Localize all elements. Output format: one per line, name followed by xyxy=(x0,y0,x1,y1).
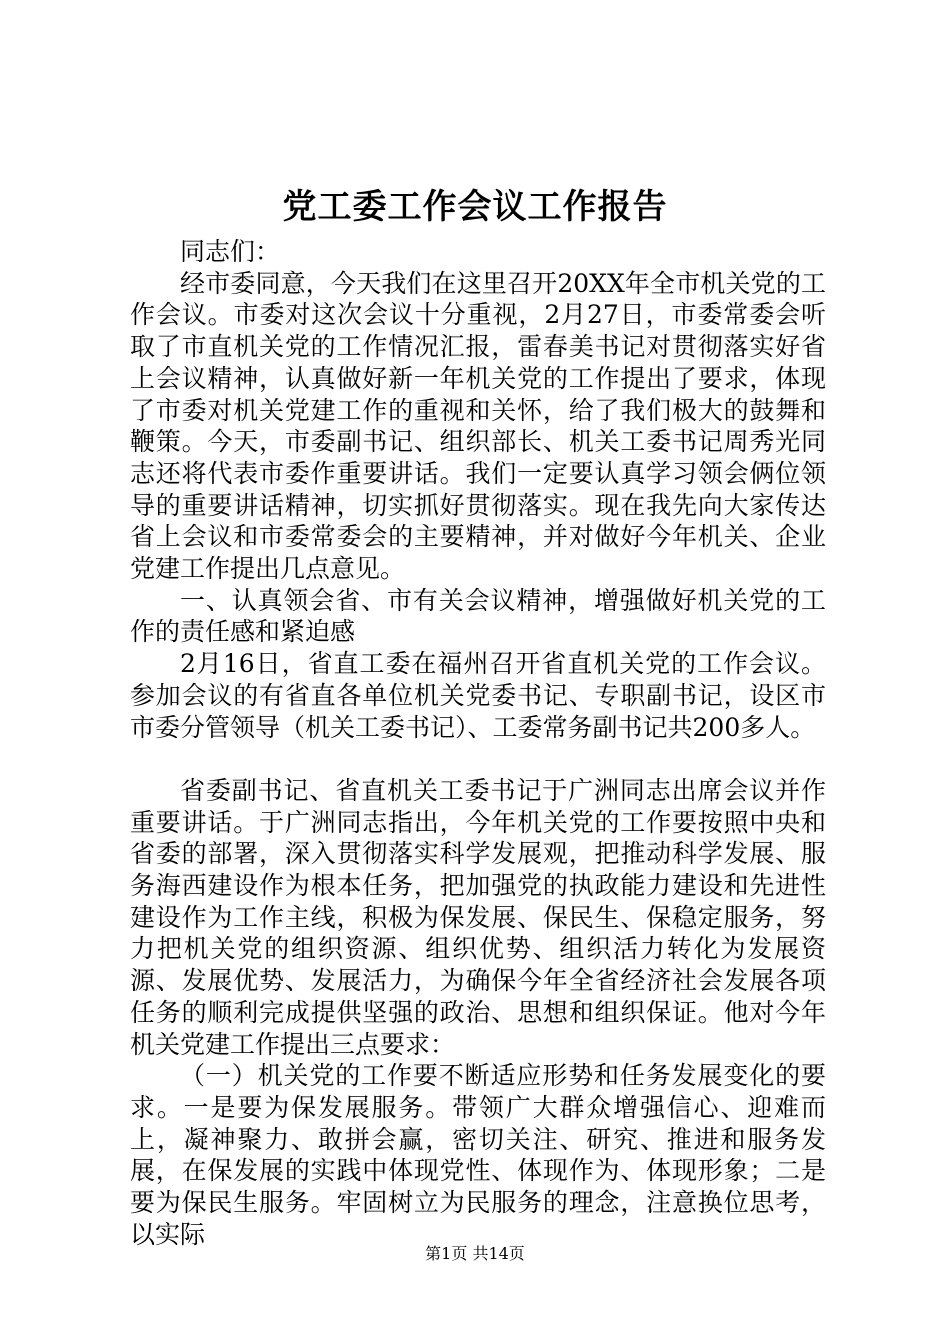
paragraph-requirement-1: （一）机关党的工作要不断适应形势和任务发展变化的要求。一是要为保发展服务。带领广大群众增强信心、迎难而上，凝神聚力、敢拼会赢，密切关注、研究、推进和服务发展，在保发展的实践中体现党性、体现作为、体现形象；二是要为保民生服务。牢固树立为民服务的理念，注意换位思考，以实际 xyxy=(130,1061,826,1249)
page-footer: 第1页 共14页 xyxy=(425,1244,525,1263)
section-heading-1: 一、认真领会省、市有关会议精神，增强做好机关党的工作的责任感和紧迫感 xyxy=(130,585,826,647)
paragraph-meeting: 2月16日，省直工委在福州召开省直机关党的工作会议。参加会议的有省直各单位机关党委书记、专职副书记，设区市市委分管领导（机关工委书记）、工委常务副书记共200多人。 xyxy=(130,649,826,742)
paragraph-intro: 经市委同意，今天我们在这里召开20XX年全市机关党的工作会议。市委对这次会议十分重视，2月27日，市委常委会听取了市直机关党的工作情况汇报，雷春美书记对贯彻落实好省上会议精神，认真做好新一年机关党的工作提出了要求，体现了市委对机关党建工作的重视和关怀，给了我们极大的鼓舞和鞭策。今天，市委副书记、组织部长、机关工委书记周秀光同志还将代表市委作重要讲话。我们一定要认真学习领会俩位领导的重要讲话精神，切实抓好贯彻落实。现在我先向大家传达省上会议和市委常委会的主要精神，并对做好今年机关、企业党建工作提出几点意见。 xyxy=(130,268,826,584)
paragraph-greeting: 同志们： xyxy=(180,237,281,266)
paragraph-speech: 省委副书记、省直机关工委书记于广洲同志出席会议并作重要讲话。于广洲同志指出，今年机关党的工作要按照中央和省委的部署，深入贯彻落实科学发展观，把推动科学发展、服务海西建设作为根本任务，把加强党的执政能力建设和先进性建设作为工作主线，积极为保发展、保民生、保稳定服务，努力把机关党的组织资源、组织优势、组织活力转化为发展资源、发展优势、发展活力，为确保今年全省经济社会发展各项任务的顺利完成提供坚强的政治、思想和组织保证。他对今年机关党建工作提出三点要求： xyxy=(130,775,826,1059)
document-title: 党工委工作会议工作报告 xyxy=(282,187,668,227)
document-body xyxy=(130,236,826,1250)
